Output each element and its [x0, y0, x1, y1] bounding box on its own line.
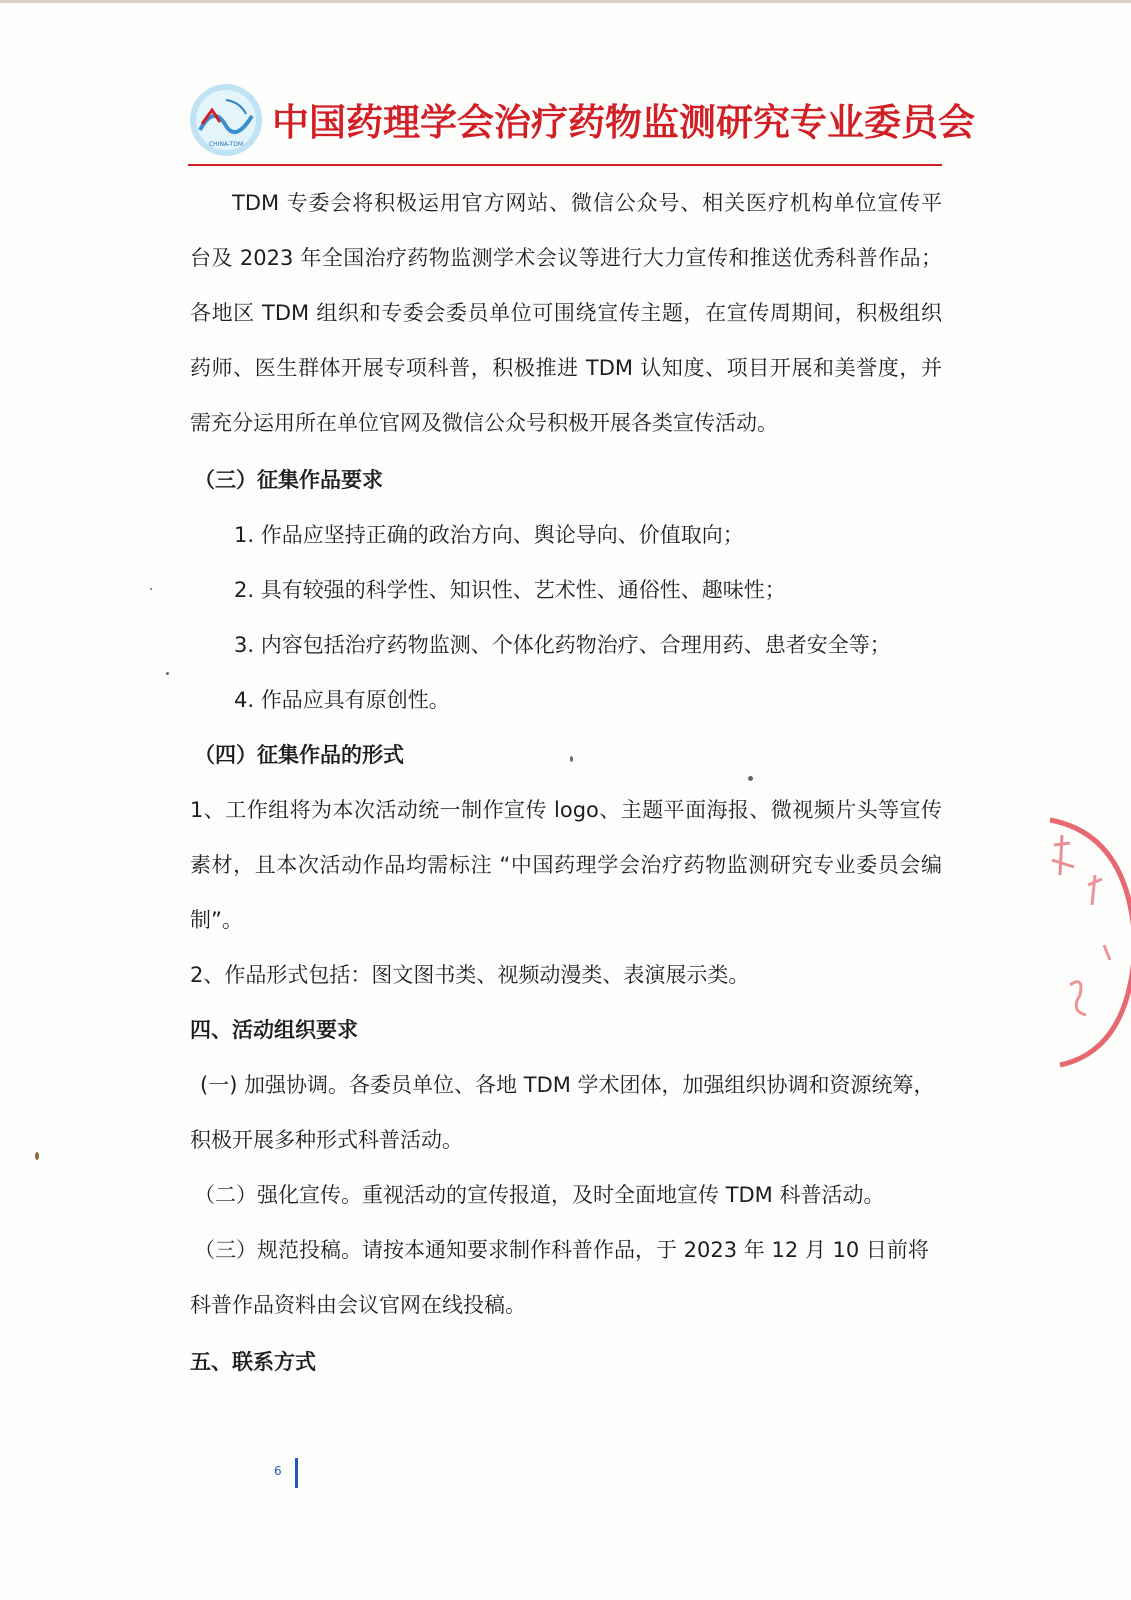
promotion-line-3: 各地区 TDM 组织和专委会委员单位可围绕宣传主题，在宣传周期间，积极组织: [190, 301, 942, 325]
requirements-heading: （三）征集作品要求: [194, 468, 383, 492]
forms-heading: （四）征集作品的形式: [194, 743, 404, 767]
org-logo-icon: [188, 82, 264, 158]
organization-item-3-line-1: （三）规范投稿。请按本通知要求制作科普作品，于 2023 年 12 月 10 日前将: [194, 1238, 929, 1262]
promotion-line-2: 台及 2023 年全国治疗药物监测学术会议等进行大力宣传和推送优秀科普作品；: [190, 246, 942, 270]
requirement-item-4: 4. 作品应具有原创性。: [234, 688, 450, 712]
forms-item-1-line-1: 1、工作组将为本次活动统一制作宣传 logo、主题平面海报、微视频片头等宣传: [190, 798, 942, 822]
contact-heading: 五、联系方式: [190, 1350, 316, 1374]
scan-speck: [748, 776, 753, 781]
forms-item-1-line-2: 素材，且本次活动作品均需标注 “中国药理学会治疗药物监测研究专业委员会编: [190, 853, 942, 877]
scan-speck: [150, 588, 152, 590]
organization-item-1-line-2: 积极开展多种形式科普活动。: [190, 1128, 463, 1152]
scan-speck: [35, 1152, 39, 1160]
forms-item-1-line-3: 制”。: [190, 908, 243, 932]
logo-caption: CHINA-TDM: [208, 141, 244, 148]
scan-speck: [570, 756, 573, 762]
forms-item-2: 2、作品形式包括：图文图书类、视频动漫类、表演展示类。: [190, 963, 750, 987]
page-number-bar: [295, 1458, 298, 1488]
page-number: 6: [274, 1464, 282, 1478]
scan-speck: [166, 672, 169, 675]
organization-heading: 四、活动组织要求: [190, 1018, 358, 1042]
official-seal-icon: [1040, 815, 1131, 1075]
requirement-item-2: 2. 具有较强的科学性、知识性、艺术性、通俗性、趣味性；: [234, 578, 786, 602]
org-title: 中国药理学会治疗药物监测研究专业委员会: [272, 101, 975, 144]
requirement-item-1: 1. 作品应坚持正确的政治方向、舆论导向、价值取向；: [234, 523, 744, 547]
header-rule: [188, 164, 942, 166]
scan-top-edge: [0, 0, 1131, 3]
promotion-line-4: 药师、医生群体开展专项科普，积极推进 TDM 认知度、项目开展和美誉度，并: [190, 356, 942, 380]
organization-item-3-line-2: 科普作品资料由会议官网在线投稿。: [190, 1293, 526, 1317]
organization-item-1-line-1: (一) 加强协调。各委员单位、各地 TDM 学术团体，加强组织协调和资源统筹，: [200, 1073, 935, 1097]
organization-item-2: （二）强化宣传。重视活动的宣传报道，及时全面地宣传 TDM 科普活动。: [194, 1183, 885, 1207]
promotion-line-1: TDM 专委会将积极运用官方网站、微信公众号、相关医疗机构单位宣传平: [232, 191, 942, 215]
promotion-line-5: 需充分运用所在单位官网及微信公众号积极开展各类宣传活动。: [190, 411, 778, 435]
requirement-item-3: 3. 内容包括治疗药物监测、个体化药物治疗、合理用药、患者安全等；: [234, 633, 891, 657]
